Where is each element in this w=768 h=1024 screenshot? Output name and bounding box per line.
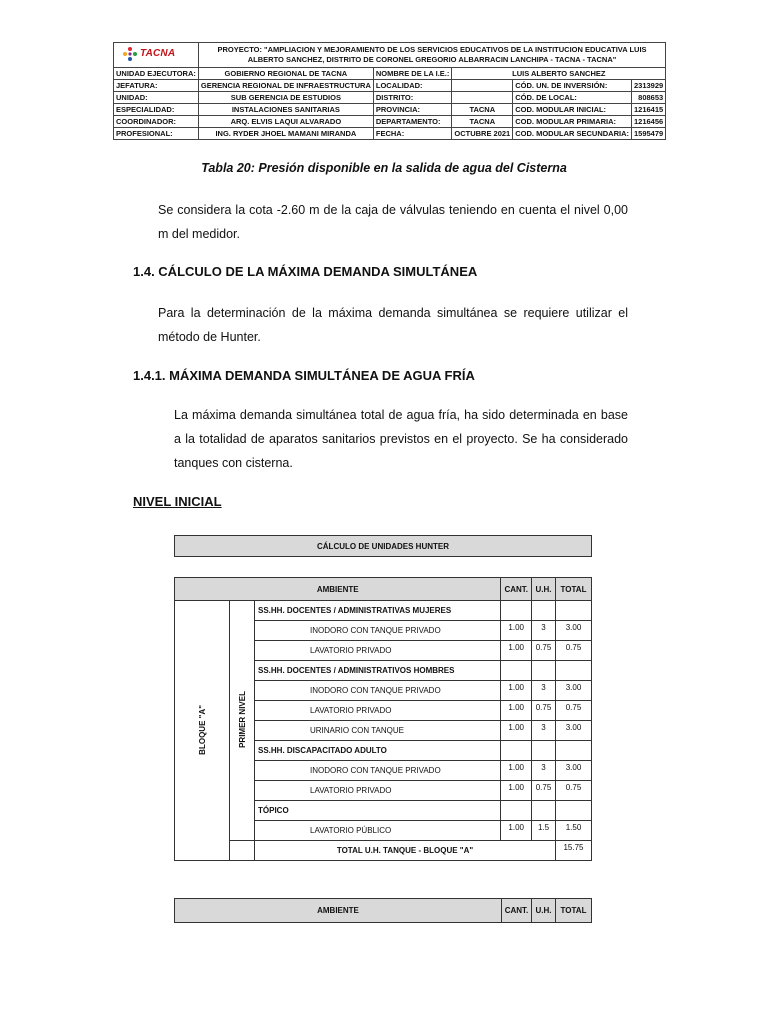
cell-total: 3.00 [556,621,592,641]
cell-total: 1.50 [556,821,592,841]
row-value: 1216456 [631,116,665,128]
cell-cant: 1.00 [501,821,532,841]
gobierno-regional-logo [114,43,190,67]
cell-uh [532,601,556,621]
col-cant: CANT. [501,578,532,601]
cell-uh: 3 [532,621,556,641]
aparato-label: LAVATORIO PÚBLICO [255,821,501,841]
cell-uh: 0.75 [532,781,556,801]
cell-uh: 1.5 [532,821,556,841]
bloque-label: BLOQUE "A" [197,704,207,755]
hunter-table [174,577,592,861]
row-value [452,92,513,104]
aparato-label: INODORO CON TANQUE PRIVADO [255,761,501,781]
row-label: COD. MODULAR PRIMARIA: [513,116,632,128]
row-label: PROFESIONAL: [114,128,199,140]
row-label: CÓD. DE LOCAL: [513,92,632,104]
nivel-inicial-heading: NIVEL INICIAL [133,494,222,509]
cell-total: 0.75 [556,781,592,801]
paragraph-hunter: Para la determinación de la máxima demanda simultánea se requiere utilizar el método de Hunter. [158,306,628,344]
col-uh: U.H. [532,899,556,923]
cell-uh: 0.75 [532,641,556,661]
cell-total [556,601,592,621]
row-label: ESPECIALIDAD: [114,104,199,116]
row-label: PROVINCIA: [373,104,451,116]
aparato-label: LAVATORIO PRIVADO [255,641,501,661]
row-label: DEPARTAMENTO: [373,116,451,128]
row-label: COD. MODULAR INICIAL: [513,104,632,116]
heading-1-4: 1.4. CÁLCULO DE LA MÁXIMA DEMANDA SIMULTÁNEA [133,264,478,279]
header-row [114,116,666,128]
cell-total: 3.00 [556,681,592,701]
ambiente-group-label: SS.HH. DOCENTES / ADMINISTRATIVAS MUJERES [255,601,501,621]
row-value [452,80,513,92]
aparato-label: INODORO CON TANQUE PRIVADO [255,621,501,641]
nombre-ie-label: NOMBRE DE LA I.E.: [373,68,451,80]
paragraph-agua-fria: La máxima demanda simultánea total de agua fría, ha sido determinada en base a la totalidad de aparatos sanitarios previstos en el proyecto. Se ha considerado tanques con cisterna. [174,408,628,470]
col-ambiente: AMBIENTE [175,578,501,601]
logo-mark-icon [122,46,138,62]
cell-cant [501,661,532,681]
cell-cant: 1.00 [501,621,532,641]
header-row [114,80,666,92]
bloque-cell [175,601,230,861]
paragraph-cota: Se considera la cota -2.60 m de la caja de válvulas teniendo en cuenta el nivel 0,00 m del medidor. [158,203,628,241]
project-title: PROYECTO: "AMPLIACION Y MEJORAMIENTO DE LOS SERVICIOS EDUCATIVOS DE LA INSTITUCION EDUCATIVA LUIS ALBERTO SANCHEZ, DISTRITO DE CORONEL GREGORIO ALBARRACIN LANCHIPA - TACNA - TACNA" [198,43,665,68]
row-label: COORDINADOR: [114,116,199,128]
row-value: ING. RYDER JHOEL MAMANI MIRANDA [198,128,373,140]
hunter-title-box: CÁLCULO DE UNIDADES HUNTER [174,535,592,557]
row-value: 1595479 [631,128,665,140]
cell-cant: 1.00 [501,641,532,661]
cell-total: 3.00 [556,721,592,741]
col-total: TOTAL [556,899,592,923]
cell-cant: 1.00 [501,681,532,701]
aparato-label: LAVATORIO PRIVADO [255,701,501,721]
row-value: SUB GERENCIA DE ESTUDIOS [198,92,373,104]
hunter-table-2 [174,898,592,923]
row-label: LOCALIDAD: [373,80,451,92]
cell-cant: 1.00 [501,781,532,801]
row-label: COD. MODULAR SECUNDARIA: [513,128,632,140]
aparato-label: URINARIO CON TANQUE [255,721,501,741]
row-label: DISTRITO: [373,92,451,104]
ambiente-group-row [175,601,592,621]
row-value: 2313929 [631,80,665,92]
cell-cant [501,801,532,821]
row-label: CÓD. UN. DE INVERSIÓN: [513,80,632,92]
row-value: 808653 [631,92,665,104]
row-label: JEFATURA: [114,80,199,92]
unidad-ejecutora-label: UNIDAD EJECUTORA: [114,68,199,80]
row-value: 1216415 [631,104,665,116]
total-blank-cell [230,841,255,861]
nombre-ie-value: LUIS ALBERTO SANCHEZ [452,68,666,80]
cell-uh: 3 [532,721,556,741]
header-row [114,104,666,116]
row-value: INSTALACIONES SANITARIAS [198,104,373,116]
nivel-label: PRIMER NIVEL [237,691,247,748]
cell-uh [532,661,556,681]
aparato-label: LAVATORIO PRIVADO [255,781,501,801]
row-value: ARQ. ELVIS LAQUI ALVARADO [198,116,373,128]
row-value: TACNA [452,104,513,116]
cell-cant [501,741,532,761]
ambiente-group-label: TÓPICO [255,801,501,821]
header-row [114,92,666,104]
row-label: UNIDAD: [114,92,199,104]
cell-total [556,801,592,821]
col-ambiente: AMBIENTE [175,899,502,923]
row-value: GERENCIA REGIONAL DE INFRAESTRUCTURA [198,80,373,92]
cell-total: 0.75 [556,701,592,721]
table-caption: Tabla 20: Presión disponible en la salida de agua del Cisterna [201,161,567,175]
cell-cant: 1.00 [501,701,532,721]
row-value: OCTUBRE 2021 [452,128,513,140]
project-header-table [113,42,666,140]
header-row [114,128,666,140]
ambiente-group-label: SS.HH. DOCENTES / ADMINISTRATIVOS HOMBRES [255,661,501,681]
total-label: TOTAL U.H. TANQUE - BLOQUE "A" [255,841,556,861]
unidad-ejecutora-value: GOBIERNO REGIONAL DE TACNA [198,68,373,80]
cell-total [556,741,592,761]
cell-total [556,661,592,681]
heading-1-4-1: 1.4.1. MÁXIMA DEMANDA SIMULTÁNEA DE AGUA FRÍA [133,368,475,383]
ambiente-group-label: SS.HH. DISCAPACITADO ADULTO [255,741,501,761]
cell-cant: 1.00 [501,721,532,741]
logo-cell [114,43,199,68]
total-row [175,841,592,861]
cell-total: 0.75 [556,641,592,661]
nivel-cell [230,601,255,841]
cell-uh [532,801,556,821]
cell-uh: 0.75 [532,701,556,721]
cell-uh: 3 [532,681,556,701]
cell-uh [532,741,556,761]
col-uh: U.H. [532,578,556,601]
row-label: FECHA: [373,128,451,140]
cell-cant [501,601,532,621]
col-cant: CANT. [502,899,532,923]
logo-text: TACNA [140,48,176,59]
hunter-table-body [175,601,592,861]
row-value: TACNA [452,116,513,128]
cell-uh: 3 [532,761,556,781]
col-total: TOTAL [556,578,592,601]
total-value: 15.75 [556,841,592,861]
cell-total: 3.00 [556,761,592,781]
aparato-label: INODORO CON TANQUE PRIVADO [255,681,501,701]
cell-cant: 1.00 [501,761,532,781]
